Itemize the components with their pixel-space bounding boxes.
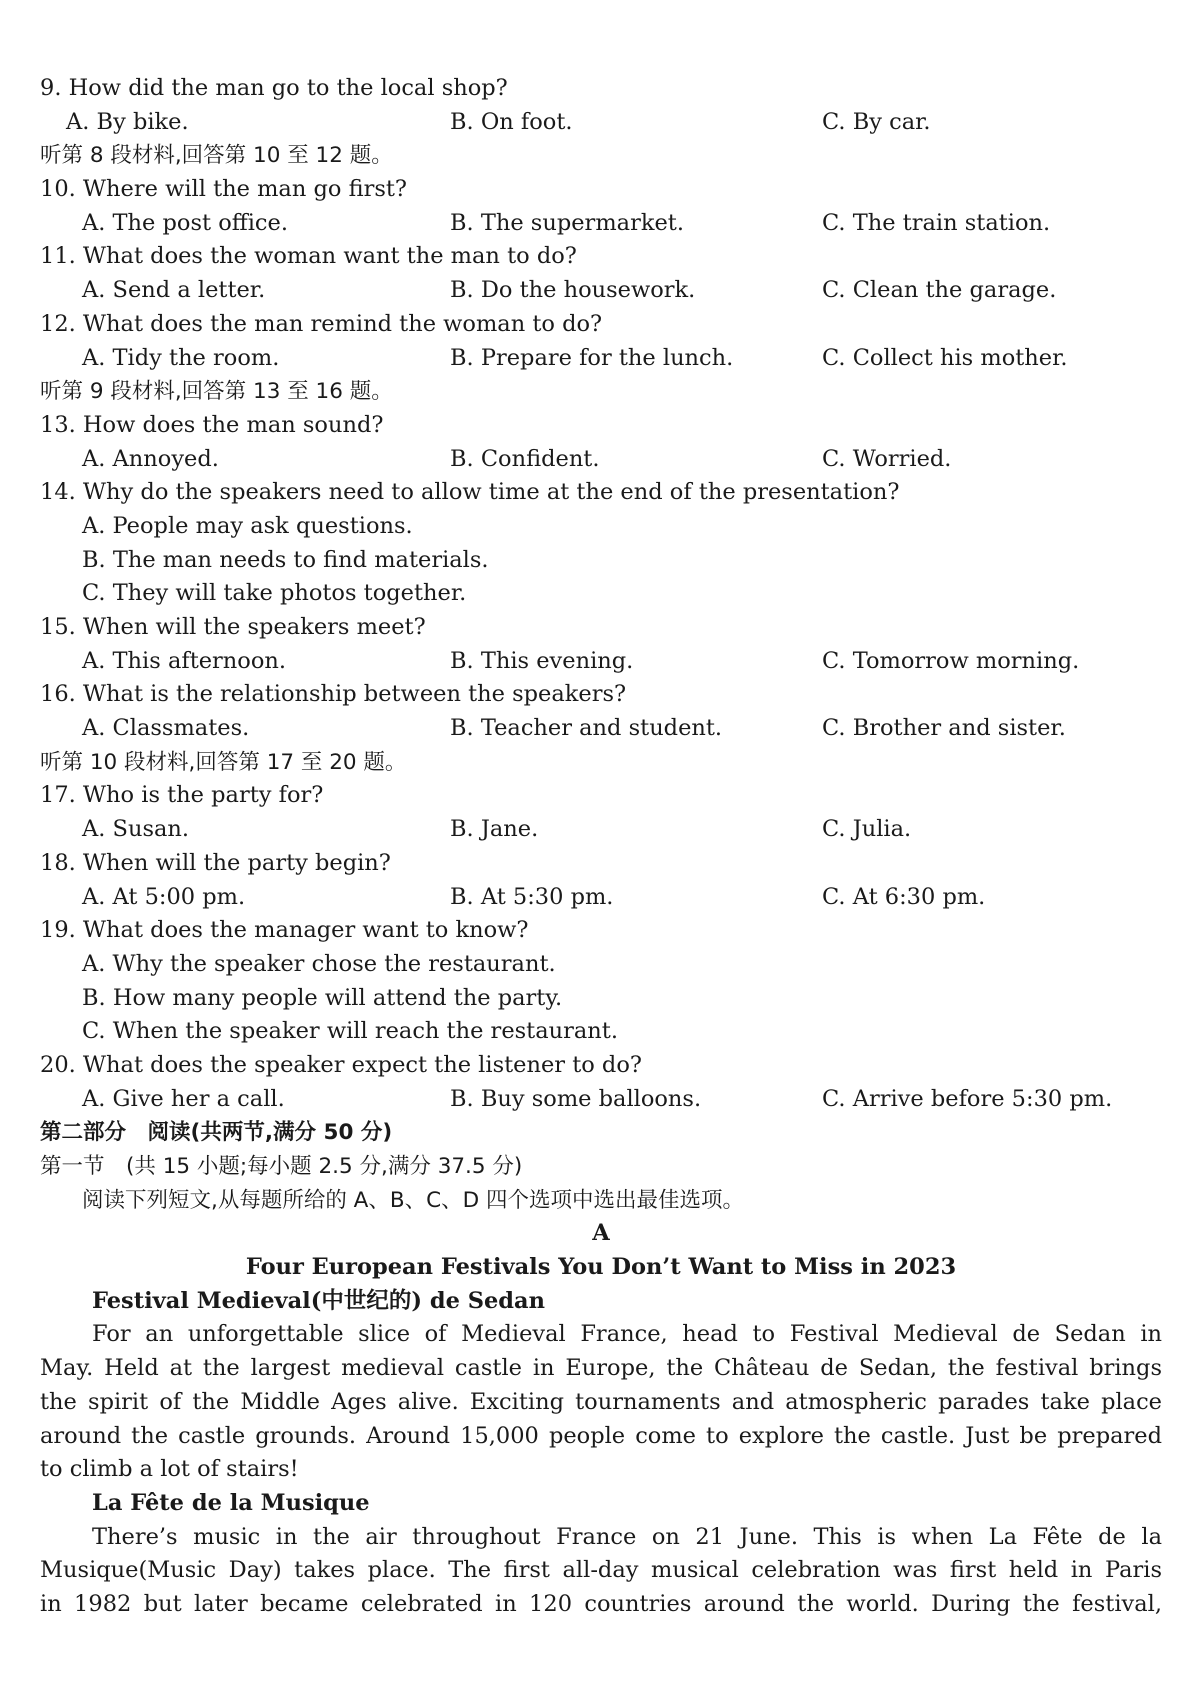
option-a: A. Give her a call.: [82, 1085, 285, 1112]
question-18-options: [40, 881, 1162, 915]
paragraph-line: For an unforgettable slice of Medieval France, head to Festival Medieval de Sedan in: [92, 1321, 1162, 1348]
option-b: B. The supermarket.: [450, 209, 684, 236]
question-text: 13. How does the man sound?: [40, 411, 384, 438]
festival-2-heading: La Fête de la Musique: [92, 1489, 370, 1516]
option-c: C. Brother and sister.: [822, 715, 1066, 742]
option-c: C. The train station.: [822, 209, 1051, 236]
option-b: B. This evening.: [450, 647, 634, 674]
option-b: B. How many people will attend the party.: [82, 984, 563, 1011]
question-9: [40, 72, 1162, 106]
section-10-instruction: 听第 10 段材料,回答第 17 至 20 题。: [40, 749, 407, 775]
question-text: 11. What does the woman want the man to do?: [40, 243, 577, 270]
option-c: C. Clean the garage.: [822, 277, 1057, 304]
festival-1-heading: Festival Medieval(中世纪的) de Sedan: [92, 1287, 545, 1314]
option-b: B. Confident.: [450, 445, 600, 472]
option-c: C. When the speaker will reach the restaurant.: [82, 1018, 618, 1045]
question-10: [40, 173, 1162, 207]
option-a: A. Susan.: [82, 816, 190, 843]
question-text: 20. What does the speaker expect the listener to do?: [40, 1051, 642, 1078]
question-text: 12. What does the man remind the woman to do?: [40, 310, 603, 337]
exam-page: [40, 72, 1162, 1622]
question-13: [40, 409, 1162, 443]
question-17: [40, 779, 1162, 813]
question-17-options: [40, 813, 1162, 847]
question-text: 16. What is the relationship between the speakers?: [40, 681, 627, 708]
question-12: [40, 308, 1162, 342]
option-a: A. Tidy the room.: [82, 344, 280, 371]
paragraph-line: There’s music in the air throughout France on 21 June. This is when La Fête de la: [92, 1523, 1162, 1550]
question-11: [40, 240, 1162, 274]
option-a: A. At 5:00 pm.: [82, 883, 246, 910]
option-a: A. The post office.: [82, 209, 289, 236]
option-c: C. Worried.: [822, 445, 952, 472]
question-text: 19. What does the manager want to know?: [40, 917, 529, 944]
option-c: C. Collect his mother.: [822, 344, 1068, 371]
option-c: C. At 6:30 pm.: [822, 883, 986, 910]
question-19: [40, 914, 1162, 948]
festival-1-paragraph: [40, 1318, 1162, 1486]
question-text: 14. Why do the speakers need to allow time at the end of the presentation?: [40, 479, 900, 506]
question-9-options: [40, 106, 1162, 140]
part-2-title: 第二部分 阅读(共两节,满分 50 分): [40, 1120, 393, 1146]
question-16-options: [40, 712, 1162, 746]
question-20: [40, 1049, 1162, 1083]
question-12-options: [40, 342, 1162, 376]
part-2-section-1: 第一节 (共 15 小题;每小题 2.5 分,满分 37.5 分): [40, 1154, 523, 1179]
paragraph-line: to climb a lot of stairs!: [40, 1456, 299, 1483]
option-a: A. People may ask questions.: [82, 512, 413, 539]
question-16: [40, 678, 1162, 712]
option-b: B. Jane.: [450, 816, 539, 843]
question-10-options: [40, 207, 1162, 241]
festival-2-paragraph: [40, 1521, 1162, 1622]
question-text: 9. How did the man go to the local shop?: [40, 75, 508, 101]
option-b: B. Teacher and student.: [450, 715, 723, 742]
option-a: A. Annoyed.: [82, 445, 219, 472]
paragraph-line: May. Held at the largest medieval castle in Europe, the Château de Sedan, the festival brings: [40, 1355, 1162, 1382]
question-text: 17. Who is the party for?: [40, 782, 324, 809]
option-a: A. Why the speaker chose the restaurant.: [82, 950, 556, 977]
option-b: B. Prepare for the lunch.: [450, 344, 734, 371]
option-a: A. Send a letter.: [82, 277, 266, 304]
option-b: B. Buy some balloons.: [450, 1085, 702, 1112]
question-11-options: [40, 274, 1162, 308]
question-13-options: [40, 443, 1162, 477]
paragraph-line: around the castle grounds. Around 15,000 people come to explore the castle. Just be prepared: [40, 1422, 1162, 1449]
question-text: 10. Where will the man go first?: [40, 176, 407, 203]
passage-letter: A: [592, 1220, 610, 1247]
option-c: C. Tomorrow morning.: [822, 647, 1080, 674]
option-b: B. Do the housework.: [450, 277, 696, 304]
question-15: [40, 611, 1162, 645]
option-b: B. At 5:30 pm.: [450, 883, 614, 910]
section-9-instruction: 听第 9 段材料,回答第 13 至 16 题。: [40, 379, 393, 405]
paragraph-line: the spirit of the Middle Ages alive. Exciting tournaments and atmospheric parades take place: [40, 1388, 1162, 1415]
question-20-options: [40, 1083, 1162, 1117]
question-15-options: [40, 645, 1162, 679]
section-8-instruction: 听第 8 段材料,回答第 10 至 12 题。: [40, 143, 393, 169]
question-text: 15. When will the speakers meet?: [40, 614, 426, 640]
question-text: 18. When will the party begin?: [40, 849, 391, 876]
option-c: C. Julia.: [822, 816, 912, 843]
question-18: [40, 847, 1162, 881]
paragraph-line: Musique(Music Day) takes place. The first all-day musical celebration was first held in Paris: [40, 1557, 1162, 1584]
option-c: C. Arrive before 5:30 pm.: [822, 1085, 1113, 1112]
option-c: C. By car.: [822, 108, 931, 135]
option-a: A. By bike.: [66, 108, 189, 135]
option-a: A. Classmates.: [82, 715, 250, 742]
part-2-instruction: 阅读下列短文,从每题所给的 A、B、C、D 四个选项中选出最佳选项。: [82, 1187, 745, 1213]
option-b: B. On foot.: [450, 108, 573, 135]
question-14: [40, 476, 1162, 510]
option-a: A. This afternoon.: [82, 647, 287, 674]
passage-title: Four European Festivals You Don’t Want to Miss in 2023: [245, 1254, 957, 1281]
option-b: B. The man needs to find materials.: [82, 546, 489, 573]
paragraph-line: in 1982 but later became celebrated in 120 countries around the world. During the festival,: [40, 1590, 1162, 1617]
option-c: C. They will take photos together.: [82, 580, 467, 607]
